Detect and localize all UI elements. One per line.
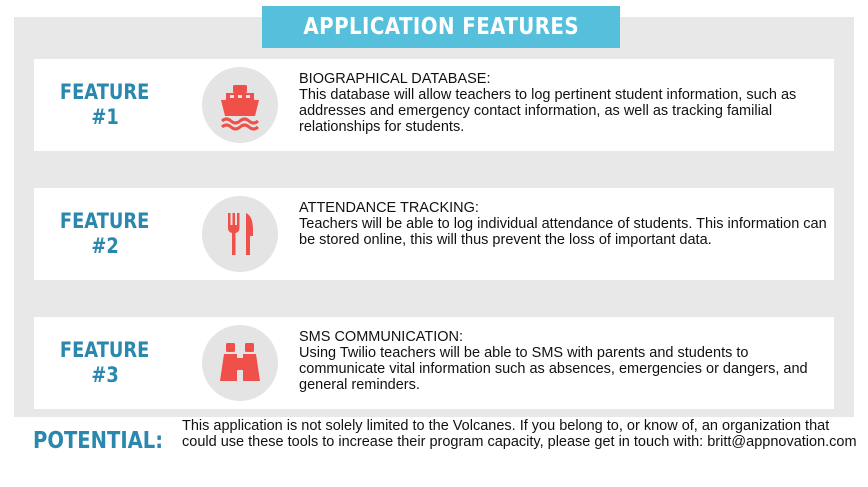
feature-2-label (34, 188, 176, 280)
feature-3-card (176, 317, 834, 409)
feature-1-title: BIOGRAPHICAL DATABASE: (299, 71, 491, 87)
fork-knife-icon (202, 196, 278, 272)
feature-1-label-line1: FEATURE (60, 80, 150, 104)
feature-1-label (34, 59, 176, 151)
feature-1-icon-circle (202, 67, 278, 143)
feature-3-icon-circle (202, 325, 278, 401)
feature-3-label (34, 317, 176, 409)
feature-3-text (299, 329, 829, 393)
feature-2-card (176, 188, 834, 280)
feature-3-title: SMS COMMUNICATION: (299, 329, 464, 345)
feature-2-label-line2: #2 (91, 234, 119, 258)
title-banner (262, 6, 620, 48)
feature-1-label-line2: #1 (91, 105, 119, 129)
binoculars-icon (202, 325, 278, 401)
feature-2-title: ATTENDANCE TRACKING: (299, 200, 479, 216)
feature-1-body: This database will allow teachers to log pertinent student information, such as addresses and emergency contact information, as well as tracking familial relationships for students. (299, 87, 797, 135)
feature-2-text (299, 200, 829, 248)
feature-3-label-line2: #3 (91, 363, 119, 387)
ship-icon (202, 67, 278, 143)
feature-3-label-line1: FEATURE (60, 338, 150, 362)
feature-2-icon-circle (202, 196, 278, 272)
feature-1-text (299, 71, 829, 135)
feature-2-label-line1: FEATURE (60, 209, 150, 233)
page-title: APPLICATION FEATURES (303, 14, 579, 40)
potential-text: This application is not solely limited to the Volcanes. If you belong to, or know of, an organization that could use these tools to increase their program capacity, please get in touch with: britt@appnovation.com (182, 418, 857, 450)
feature-1-card (176, 59, 834, 151)
feature-3-body: Using Twilio teachers will be able to SMS with parents and students to communicate vital information such as absences, emergencies or dangers, and general reminders. (299, 345, 808, 393)
feature-2-body: Teachers will be able to log individual attendance of students. This information can be stored online, this will thus prevent the loss of important data. (299, 216, 827, 248)
potential-label: POTENTIAL: (33, 428, 164, 454)
